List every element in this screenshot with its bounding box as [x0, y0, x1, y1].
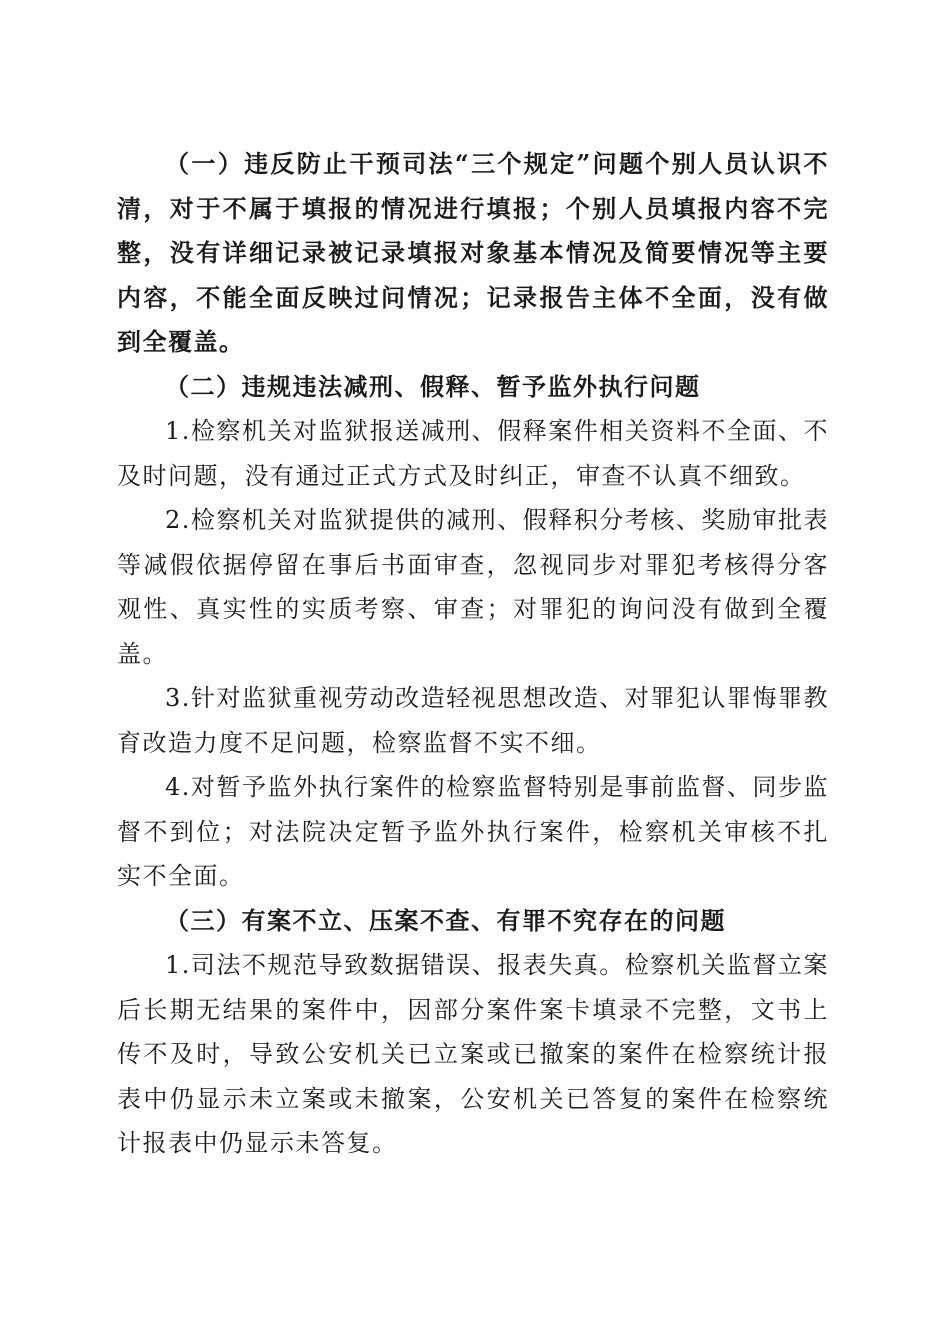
paragraph-item-2-4: 4.对暂予监外执行案件的检察监督特别是事前监督、同步监督不到位；对法院决定暂予监外执行案件，检察机关审核不扎实不全面。	[117, 773, 829, 890]
section-heading-3: （三）有案不立、压案不查、有罪不究存在的问题	[165, 905, 726, 935]
paragraph-item-2-1: 1.检察机关对监狱报送减刑、假释案件相关资料不全面、不及时问题，没有通过正式方式及时纠正，审查不认真不细致。	[117, 417, 829, 490]
paragraph-item-2-3: 3.针对监狱重视劳动改造轻视思想改造、对罪犯认罪悔罪教育改造力度不足问题，检察监督不实不细。	[117, 684, 829, 757]
section-heading-1: （一）违反防止干预司法“三个规定”问题个别人员认识不清，对于不属于填报的情况进行填报；个别人员填报内容不完整，没有详细记录被记录填报对象基本情况及简要情况等主要内容，不能全面反映过问情况；记录报告主体不全面，没有做到全覆盖。	[117, 149, 829, 356]
paragraph-item-3-1: 1.司法不规范导致数据错误、报表失真。检察机关监督立案后长期无结果的案件中，因部分案件案卡填录不完整，文书上传不及时，导致公安机关已立案或已撤案的案件在检察统计报表中仍显示未立案或未撤案，公安机关已答复的案件在检察统计报表中仍显示未答复。	[117, 951, 829, 1157]
paragraph-item-2-2: 2.检察机关对监狱提供的减刑、假释积分考核、奖励审批表等减假依据停留在事后书面审查，忽视同步对罪犯考核得分客观性、真实性的实质考察、审查；对罪犯的询问没有做到全覆盖。	[117, 506, 829, 668]
section-heading-2: （二）违规违法减刑、假释、暂予监外执行问题	[165, 371, 701, 401]
document-body	[117, 142, 829, 1166]
